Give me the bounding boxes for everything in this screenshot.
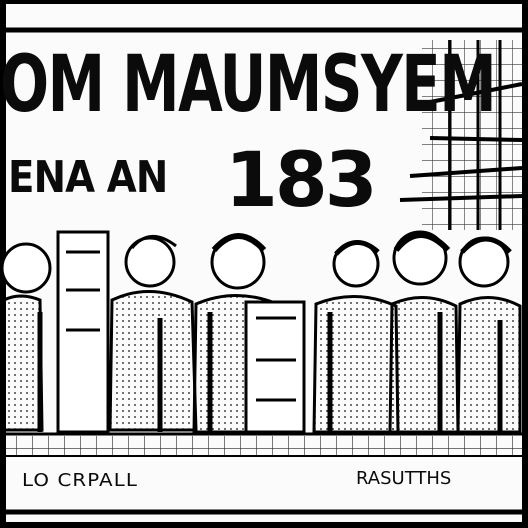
headline-text: OM MAUMSYEM	[0, 40, 496, 130]
crowd	[2, 232, 520, 432]
year-text: 183	[225, 135, 375, 224]
caption-left: LO CRPALL	[22, 470, 138, 491]
caption-right: RASUTTHS	[356, 468, 452, 489]
subheadline-text: ENA AN	[8, 152, 168, 203]
ground-hatching	[6, 434, 522, 456]
